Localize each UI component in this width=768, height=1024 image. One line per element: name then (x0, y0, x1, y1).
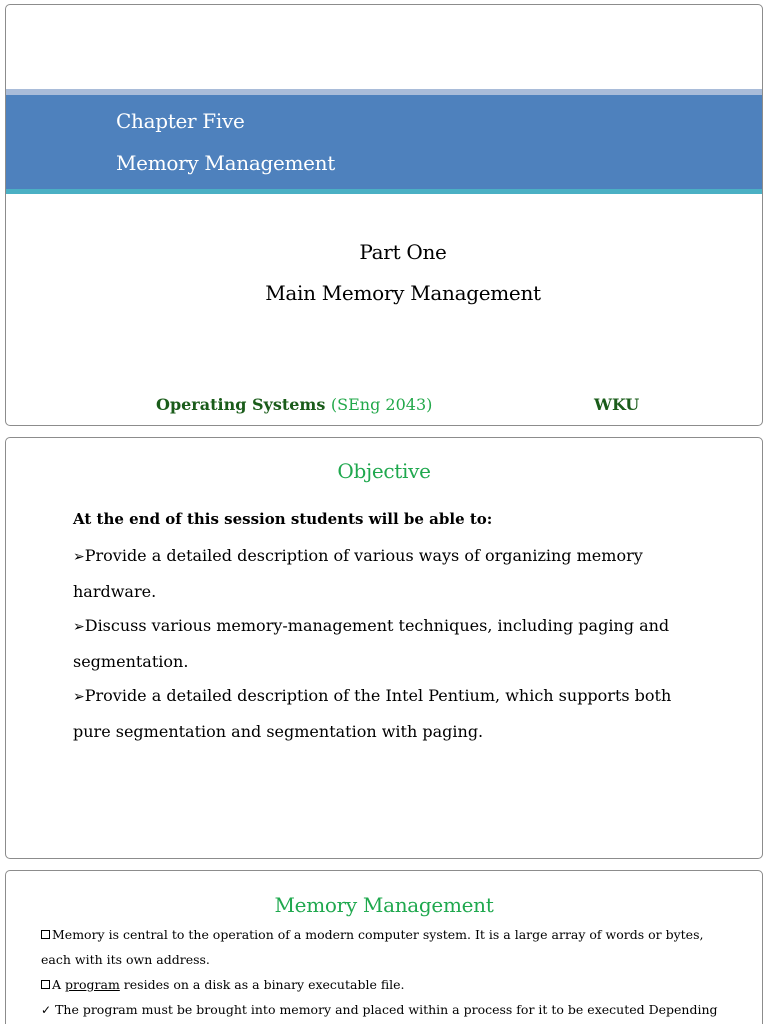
arrow-bullet-icon: ➢ (73, 619, 85, 635)
objective-intro: At the end of this session students will be able to: (73, 510, 493, 528)
list-item (41, 922, 731, 972)
banner-bottom-stripe (6, 189, 762, 194)
list-item (41, 972, 731, 997)
course-footer (156, 395, 432, 414)
part-subtitle: Main Memory Management (265, 281, 541, 305)
part-heading: Part One (359, 240, 447, 264)
memory-management-slide (5, 870, 763, 1024)
list-text: resides on a disk as a binary executable file. (119, 977, 405, 992)
list-text: Memory is central to the operation of a modern computer system. It is a large array of words or bytes, each with its own address. (41, 927, 704, 967)
chapter-number: Chapter Five (116, 109, 245, 133)
square-bullet-icon (41, 980, 50, 989)
course-code: (SEng 2043) (330, 395, 433, 414)
checkmark-icon: ✓ (41, 1003, 52, 1017)
list-item (73, 679, 693, 749)
objective-slide (5, 437, 763, 859)
content-list (41, 922, 731, 1023)
list-item (41, 997, 731, 1023)
title-slide (5, 4, 763, 426)
objective-text: Provide a detailed description of the Intel Pentium, which supports both pure segmentation and segmentation with paging. (73, 686, 672, 741)
program-link[interactable]: program (65, 977, 120, 992)
list-text: The program must be brought into memory and placed within a process for it to be executed Depending (55, 1002, 718, 1017)
arrow-bullet-icon: ➢ (73, 549, 85, 565)
course-name: Operating Systems (156, 395, 326, 414)
objective-text: Discuss various memory-management techniques, including paging and segmentation. (73, 616, 670, 671)
chapter-title: Memory Management (116, 151, 336, 175)
list-item (73, 539, 693, 609)
arrow-bullet-icon: ➢ (73, 689, 85, 705)
institution-label: WKU (594, 395, 640, 414)
list-text: A (52, 977, 66, 992)
objective-list (73, 539, 693, 749)
square-bullet-icon (41, 930, 50, 939)
list-item (73, 609, 693, 679)
slide-title: Objective (337, 459, 431, 483)
slide-title: Memory Management (274, 893, 494, 917)
objective-text: Provide a detailed description of various ways of organizing memory hardware. (73, 546, 643, 601)
